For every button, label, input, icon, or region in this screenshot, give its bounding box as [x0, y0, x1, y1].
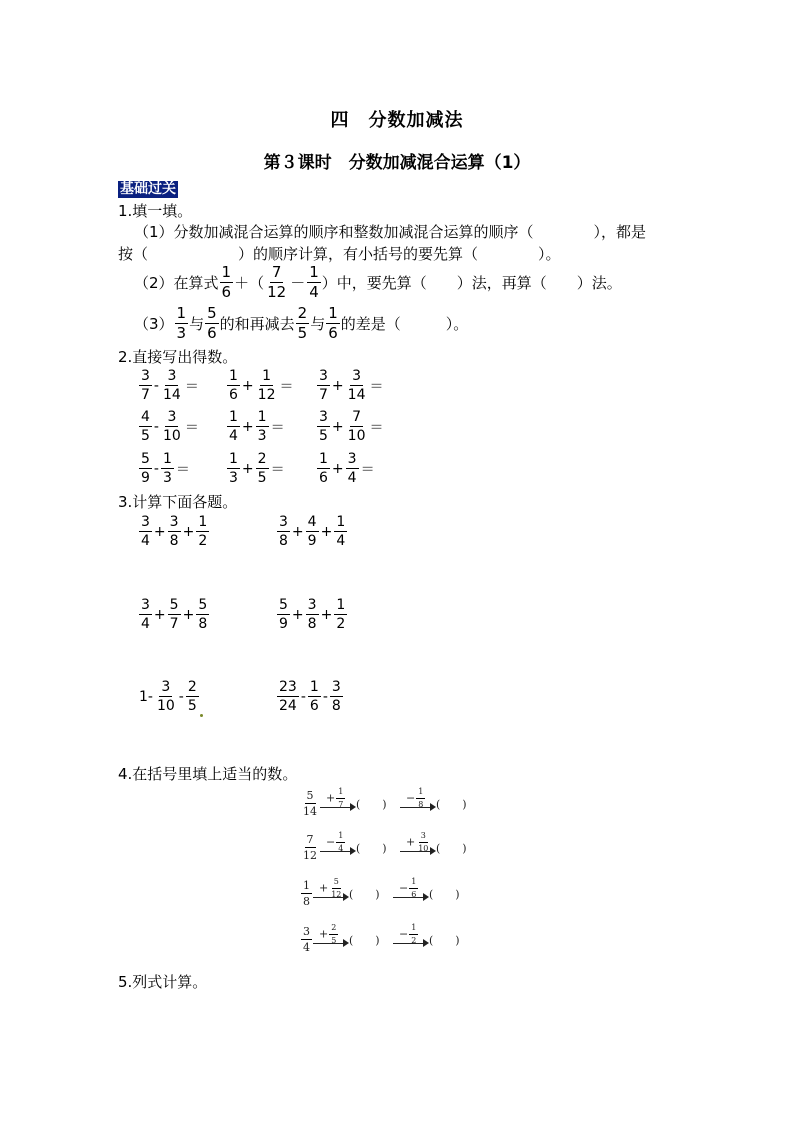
arrow-label: [406, 832, 431, 853]
answer-blank[interactable]: ( ): [429, 887, 460, 901]
operator: +: [331, 377, 344, 394]
fraction: [186, 680, 199, 713]
q4-chain: [300, 830, 480, 862]
arrow-operation: [400, 786, 436, 816]
fraction: [317, 452, 330, 485]
arrow-label: [319, 878, 344, 899]
equals-sign: ＝: [184, 419, 199, 436]
operator: +: [182, 523, 195, 540]
fraction: [139, 369, 152, 402]
denominator: 4: [141, 533, 150, 549]
q2-expression: [226, 410, 286, 443]
arrow-head-icon: [430, 847, 436, 855]
q3-expression: [138, 515, 210, 548]
numerator: 3: [352, 368, 362, 384]
arrow-label: [399, 878, 419, 899]
numerator: 1: [262, 368, 272, 384]
q2-expression: [226, 369, 294, 402]
denominator: 8: [418, 799, 424, 809]
numerator: 3: [141, 597, 150, 613]
fraction: [308, 680, 321, 713]
denominator: 3: [176, 324, 187, 342]
fraction: [175, 306, 189, 341]
denominator: 8: [331, 698, 341, 714]
operator: −: [406, 791, 416, 804]
q1-p1-line2: 按（ ）的顺序计算，有小括号的要先算（ ）。: [118, 245, 561, 263]
denominator: 8: [169, 533, 179, 549]
q1-p3-text-d: 与: [310, 314, 326, 333]
denominator: 7: [319, 387, 328, 403]
numerator: 3: [167, 368, 177, 384]
arrow-operation: [320, 786, 356, 816]
leading-term: 1-: [139, 688, 153, 705]
fraction: [227, 452, 240, 485]
numerator: 5: [332, 878, 341, 889]
numerator: 2: [257, 451, 267, 467]
q1-p1-line1: （1）分数加减混合运算的顺序和整数加减混合运算的顺序（ ），都是: [134, 223, 647, 241]
q3-expression: [138, 680, 200, 713]
equals-sign: ＝: [270, 419, 285, 436]
denominator: 6: [221, 283, 232, 301]
arrow-line: [313, 897, 347, 898]
numerator: 1: [198, 514, 208, 530]
numerator: 1: [309, 679, 319, 695]
operator: +: [182, 606, 195, 623]
arrow-line: [320, 851, 354, 852]
numerator: 5: [306, 789, 314, 802]
denominator: 5: [257, 470, 267, 486]
operator: +: [291, 606, 304, 623]
denominator: 12: [303, 849, 317, 862]
denominator: 5: [141, 428, 150, 444]
numerator: 4: [307, 514, 317, 530]
equals-sign: ＝: [369, 419, 384, 436]
q1-p2-text-b: ＋（: [234, 273, 265, 292]
q3-expression: [276, 680, 344, 713]
answer-blank[interactable]: ( ): [436, 841, 467, 855]
denominator: 14: [347, 387, 366, 403]
operator: -: [153, 460, 159, 477]
answer-blank[interactable]: ( ): [356, 841, 387, 855]
q2-expression: [138, 452, 191, 485]
q2-expression: [138, 369, 200, 402]
fraction: [168, 598, 181, 631]
denominator: 5: [331, 935, 337, 945]
denominator: 4: [141, 616, 150, 632]
fraction: [329, 924, 338, 945]
denominator: 10: [418, 843, 429, 853]
q3-expression: [276, 515, 348, 548]
answer-blank[interactable]: ( ): [436, 797, 467, 811]
arrow-head-icon: [423, 939, 429, 947]
operator: -: [300, 688, 306, 705]
fraction: [155, 680, 177, 713]
denominator: 3: [257, 428, 267, 444]
fraction: [161, 369, 183, 402]
minus-sign: －: [290, 273, 306, 292]
equals-sign: ＝: [175, 461, 190, 478]
numerator: 5: [207, 304, 217, 322]
arrow-head-icon: [350, 847, 356, 855]
q1-p3-text-a: （3）: [134, 314, 174, 333]
denominator: 7: [338, 799, 344, 809]
denominator: 12: [257, 387, 276, 403]
operator: +: [291, 523, 304, 540]
arrow-line: [320, 807, 354, 808]
arrow-operation: [393, 876, 429, 906]
arrow-line: [400, 851, 434, 852]
numerator: 1: [229, 409, 238, 425]
stray-dot: [200, 714, 203, 717]
numerator: 1: [336, 597, 346, 613]
q1-p2-text-c: ）中，要先算（ ）法，再算（ ）法。: [321, 273, 622, 292]
fraction: [409, 878, 418, 899]
q3-expression: [276, 598, 348, 631]
denominator: 5: [187, 698, 197, 714]
unit-title: 四 分数加减法: [330, 110, 464, 131]
operator: +: [153, 606, 166, 623]
operator: +: [241, 418, 254, 435]
fraction: [161, 452, 174, 485]
numerator: 3: [303, 925, 310, 938]
fraction: [265, 265, 288, 300]
numerator: 3: [279, 514, 288, 530]
section-badge: 基础过关: [120, 181, 176, 197]
numerator: 1: [229, 368, 238, 384]
numerator: 1: [309, 263, 319, 281]
fraction: [256, 410, 269, 443]
q1-p3: [134, 306, 468, 341]
numerator: 1: [229, 451, 238, 467]
numerator: 3: [141, 514, 150, 530]
denominator: 9: [307, 533, 317, 549]
answer-blank[interactable]: ( ): [349, 933, 380, 947]
numerator: 2: [329, 924, 338, 935]
operator: −: [399, 881, 409, 894]
operator: +: [241, 460, 254, 477]
denominator: 6: [319, 470, 328, 486]
arrow-label: [326, 788, 346, 809]
numerator: 1: [162, 451, 172, 467]
denominator: 3: [229, 470, 238, 486]
fraction: [277, 598, 290, 631]
numerator: 7: [306, 833, 314, 846]
fraction: [301, 880, 312, 907]
q2-expression: [316, 369, 384, 402]
denominator: 4: [309, 283, 319, 301]
arrow-label: [319, 924, 339, 945]
fraction: [256, 369, 278, 402]
arrow-head-icon: [343, 893, 349, 901]
q3-expression: [138, 598, 210, 631]
denominator: 6: [309, 698, 319, 714]
numerator: 1: [336, 832, 345, 843]
numerator: 1: [416, 788, 425, 799]
denominator: 6: [328, 324, 338, 342]
denominator: 6: [207, 324, 217, 342]
numerator: 1: [303, 879, 310, 892]
numerator: 5: [279, 597, 288, 613]
fraction: [196, 598, 209, 631]
fraction: [227, 369, 240, 402]
numerator: 3: [169, 514, 179, 530]
arrow-line: [313, 943, 347, 944]
q4-chain: [300, 786, 480, 818]
q2-expression: [316, 410, 384, 443]
equals-sign: ＝: [270, 461, 285, 478]
numerator: 5: [198, 597, 208, 613]
denominator: 12: [267, 283, 287, 301]
q5-title: 5.列式计算。: [118, 973, 208, 991]
fraction: [346, 410, 368, 443]
fraction: [196, 515, 209, 548]
fraction: [416, 788, 425, 809]
arrow-head-icon: [343, 939, 349, 947]
equals-sign: ＝: [184, 378, 199, 395]
denominator: 6: [229, 387, 238, 403]
operator: +: [320, 606, 333, 623]
denominator: 8: [198, 616, 208, 632]
fraction: [334, 515, 347, 548]
numerator: 1: [336, 514, 346, 530]
fraction: [277, 680, 299, 713]
fraction: [346, 452, 359, 485]
numerator: 3: [307, 597, 317, 613]
denominator: 2: [198, 533, 208, 549]
equals-sign: ＝: [360, 461, 375, 478]
denominator: 4: [347, 470, 357, 486]
arrow-line: [393, 897, 427, 898]
arrow-operation: [400, 830, 436, 860]
numerator: 7: [352, 409, 362, 425]
numerator: 3: [331, 679, 341, 695]
operator: +: [320, 523, 333, 540]
denominator: 12: [331, 889, 342, 899]
denominator: 4: [303, 941, 310, 954]
denominator: 8: [279, 533, 288, 549]
denominator: 9: [141, 470, 150, 486]
operator: -: [153, 377, 159, 394]
numerator: 3: [161, 679, 171, 695]
q3-title: 3.计算下面各题。: [118, 493, 238, 511]
denominator: 10: [156, 698, 175, 714]
q1-p3-text-e: 的差是（ ）。: [340, 314, 469, 333]
numerator: 5: [169, 597, 179, 613]
arrow-line: [400, 807, 434, 808]
denominator: 7: [169, 616, 179, 632]
operator: +: [319, 927, 329, 940]
operator: +: [331, 418, 344, 435]
fraction: [139, 410, 152, 443]
q1-p2-text-a: （2）在算式: [134, 273, 219, 292]
fraction: [307, 265, 321, 300]
arrow-operation: [320, 830, 356, 860]
q1-title: 1.填一填。: [118, 202, 193, 220]
q4-chain: [300, 876, 473, 908]
numerator: 3: [347, 451, 357, 467]
answer-blank[interactable]: ( ): [356, 797, 387, 811]
operator: +: [241, 377, 254, 394]
operator: +: [319, 881, 329, 894]
fraction: [277, 515, 290, 548]
arrow-label: [399, 924, 419, 945]
equals-sign: ＝: [369, 378, 384, 395]
denominator: 2: [336, 616, 346, 632]
numerator: 1: [257, 409, 267, 425]
fraction: [227, 410, 240, 443]
operator: −: [399, 927, 409, 940]
fraction: [317, 369, 330, 402]
numerator: 2: [297, 304, 308, 322]
fraction: [139, 452, 152, 485]
arrow-operation: [313, 922, 349, 952]
fraction: [220, 265, 234, 300]
fraction: [205, 306, 219, 341]
denominator: 14: [162, 387, 181, 403]
equals-sign: ＝: [279, 378, 294, 395]
fraction: [329, 878, 343, 899]
numerator: 5: [141, 451, 150, 467]
denominator: 3: [162, 470, 172, 486]
numerator: 1: [221, 263, 232, 281]
fraction: [336, 832, 345, 853]
fraction: [256, 452, 269, 485]
arrow-head-icon: [423, 893, 429, 901]
denominator: 5: [319, 428, 328, 444]
q2-expression: [316, 452, 376, 485]
q4-chain: [300, 922, 473, 954]
arrow-operation: [393, 922, 429, 952]
numerator: 3: [167, 409, 177, 425]
numerator: 23: [279, 679, 297, 695]
operator: +: [326, 791, 336, 804]
denominator: 7: [141, 387, 150, 403]
answer-blank[interactable]: ( ): [429, 933, 460, 947]
numerator: 3: [141, 368, 150, 384]
fraction: [301, 926, 312, 953]
fraction: [346, 369, 368, 402]
numerator: 4: [141, 409, 150, 425]
numerator: 1: [328, 304, 338, 322]
arrow-operation: [313, 876, 349, 906]
fraction: [139, 515, 152, 548]
fraction: [416, 832, 430, 853]
denominator: 4: [338, 843, 344, 853]
numerator: 1: [176, 304, 187, 322]
fraction: [334, 598, 347, 631]
operator: +: [331, 460, 344, 477]
numerator: 3: [419, 832, 428, 843]
q1-p3-text-c: 的和再减去: [219, 314, 295, 333]
operator: +: [406, 835, 416, 848]
arrow-head-icon: [430, 803, 436, 811]
fraction: [409, 924, 418, 945]
operator: +: [153, 523, 166, 540]
fraction: [161, 410, 183, 443]
denominator: 9: [279, 616, 288, 632]
fraction: [326, 306, 340, 341]
numerator: 2: [187, 679, 197, 695]
q2-expression: [226, 452, 286, 485]
fraction: [330, 680, 343, 713]
denominator: 5: [297, 324, 308, 342]
denominator: 10: [162, 428, 181, 444]
denominator: 10: [347, 428, 366, 444]
arrow-head-icon: [350, 803, 356, 811]
answer-blank[interactable]: ( ): [349, 887, 380, 901]
denominator: 8: [307, 616, 317, 632]
numerator: 7: [271, 263, 282, 281]
q2-expression: [138, 410, 200, 443]
denominator: 8: [303, 895, 310, 908]
denominator: 4: [229, 428, 238, 444]
arrow-label: [406, 788, 426, 809]
lesson-title: 第３课时 分数加减混合运算（1）: [263, 153, 531, 173]
fraction: [301, 790, 319, 817]
q1-p2: [134, 265, 622, 300]
fraction: [168, 515, 181, 548]
numerator: 3: [319, 409, 328, 425]
fraction: [317, 410, 330, 443]
denominator: 14: [303, 805, 317, 818]
operator: -: [322, 688, 328, 705]
operator: −: [326, 835, 336, 848]
fraction: [306, 515, 319, 548]
operator: -: [178, 688, 184, 705]
denominator: 4: [336, 533, 346, 549]
q1-p3-text-b: 与: [189, 314, 205, 333]
fraction: [139, 598, 152, 631]
numerator: 1: [336, 788, 345, 799]
fraction: [296, 306, 310, 341]
q4-title: 4.在括号里填上适当的数。: [118, 765, 298, 783]
fraction: [306, 598, 319, 631]
numerator: 3: [319, 368, 328, 384]
q2-title: 2.直接写出得数。: [118, 348, 238, 366]
numerator: 1: [319, 451, 328, 467]
numerator: 1: [409, 878, 418, 889]
arrow-label: [326, 832, 346, 853]
numerator: 1: [409, 924, 418, 935]
denominator: 6: [411, 889, 417, 899]
arrow-line: [393, 943, 427, 944]
fraction: [301, 834, 319, 861]
denominator: 2: [411, 935, 417, 945]
operator: -: [153, 418, 159, 435]
fraction: [336, 788, 345, 809]
denominator: 24: [279, 698, 297, 714]
